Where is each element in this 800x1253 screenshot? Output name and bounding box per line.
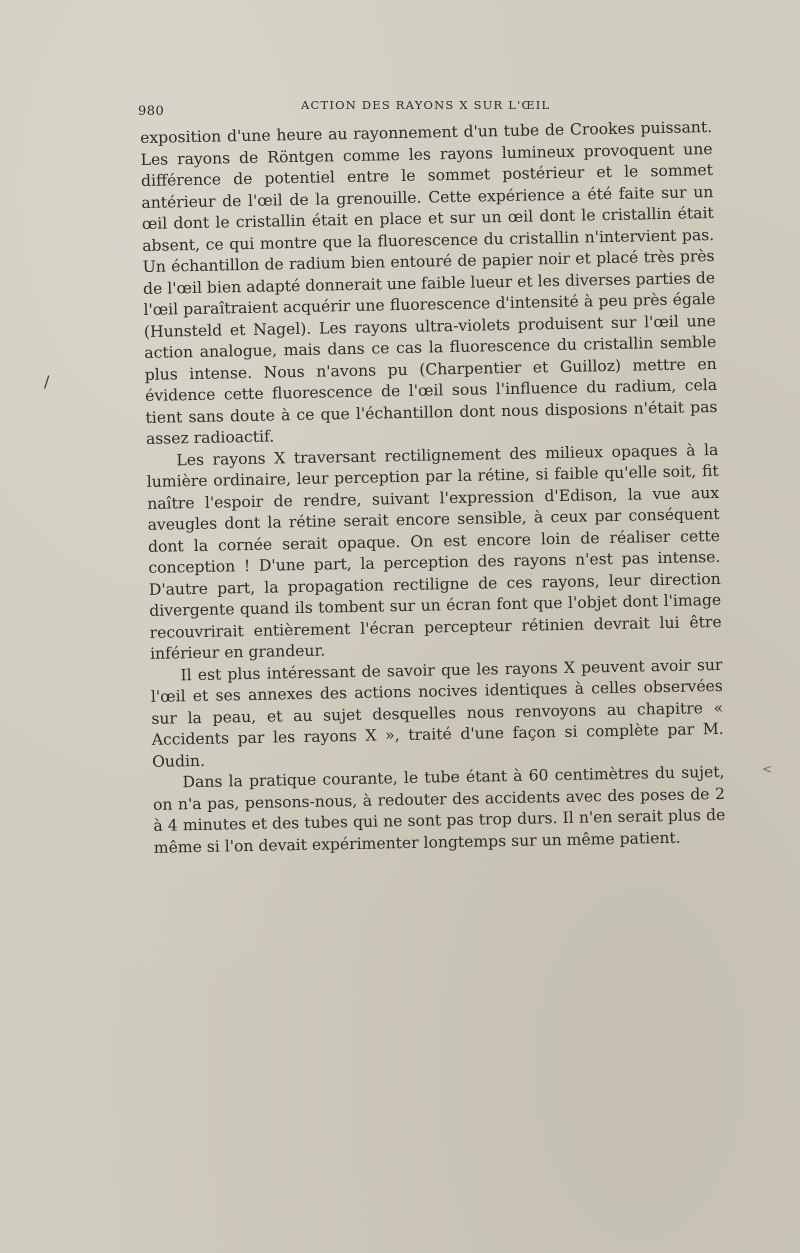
page-number: 980 xyxy=(138,104,165,119)
margin-pencil-mark: / xyxy=(44,372,50,391)
running-title: ACTION DES RAYONS X SUR L'ŒIL xyxy=(301,98,551,112)
paragraph-3: Il est plus intéressant de savoir que les rayons X peuvent avoir sur l'œil et ses annexes des actions nocives identiques à celles observées sur la peau, et au sujet desquelles nous renvoyons au chapitre « Accidents par les rayons X », traité d'une façon si complète par M. Oudin. xyxy=(150,655,724,771)
paragraph-4: Dans la pratique courante, le tube étant à 60 centimètres du sujet, on n'a pas, pensons-nous, à redouter des accidents avec des poses de 2 à 4 minutes et des tubes qui ne sont pas trop durs. Il n'en serait plus de même si l'on devait expérimenter longtemps sur un même patient. xyxy=(152,762,726,857)
paragraph-1: exposition d'une heure au rayonnement d'un tube de Crookes puissant. Les rayons de Röntgen comme les rayons lumineux provoquent une différence de potentiel entre le sommet postérieur et le sommet antérieur de l'œil de la grenouille. Cette expérience a été faite sur un œil dont le cristallin était en place et sur un œil dont le cristallin était absent, ce qui montre que la fluorescence du cristallin n'intervient pas. Un échantillon de radium bien entouré de papier noir et placé très près de l'œil bien adapté donnerait une faible lueur et les diverses parties de l'œil paraîtraient acquérir une fluorescence d'intensité à peu près égale (Hunsteld et Nagel). Les rayons ultra-violets produisent sur l'œil une action analogue, mais dans ce cas la fluorescence du cristallin semble plus intense. Nous n'avons pu (Charpentier et Guilloz) mettre en évidence cette fluorescence de l'œil sous l'influence du radium, cela tient sans doute à ce que l'échantillon dont nous disposions n'était pas assez radioactif. xyxy=(140,118,718,448)
page-header xyxy=(138,98,708,120)
margin-arrow-mark: < xyxy=(762,762,773,776)
body-text xyxy=(140,117,726,859)
paragraph-2: Les rayons X traversant rectilignement des milieux opaques à la lumière ordinaire, leur perception par la rétine, si faible qu'elle soit, fit naître l'espoir de rendre, suivant l'expression d'Edison, la vue aux aveugles dont la rétine serait encore sensible, à ceux par conséquent dont la cornée serait opaque. On est encore loin de réaliser cette conception ! D'une part, la perception des rayons n'est pas intense. D'autre part, la propagation rectiligne de ces rayons, leur direction divergente quand ils tombent sur un écran font que l'objet dont l'image recouvrirait entièrement l'écran percepteur rétinien devrait lui être inférieur en grandeur. xyxy=(146,440,722,663)
